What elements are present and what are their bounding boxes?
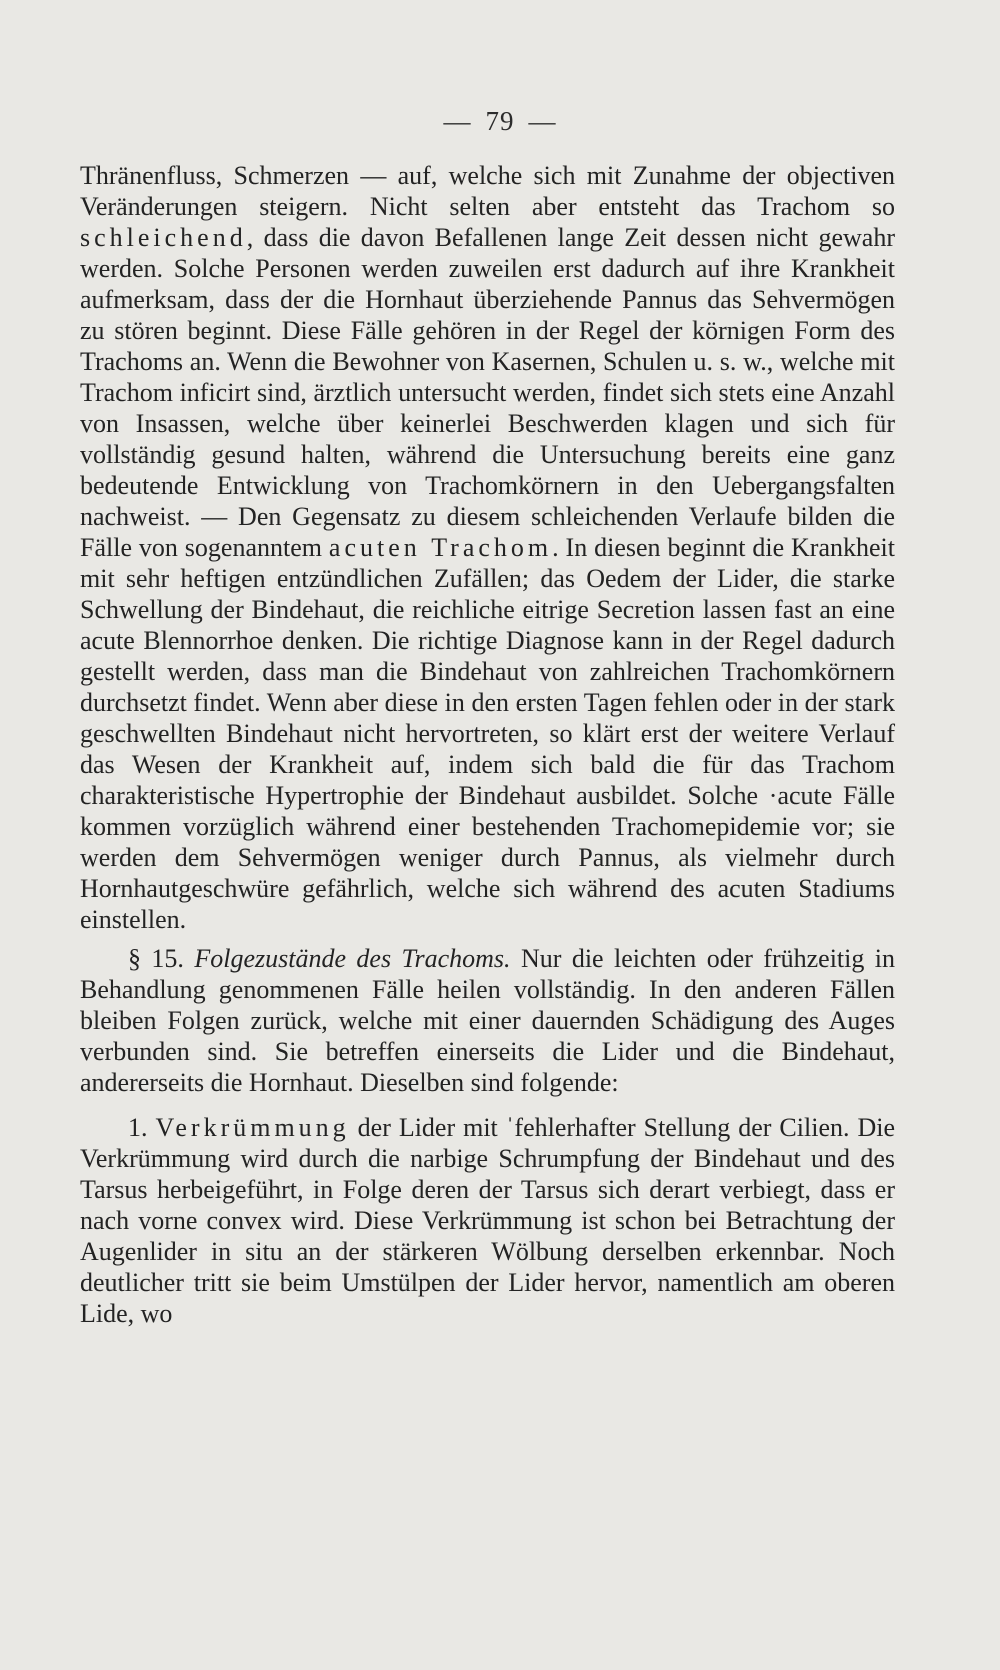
- item-number: 1.: [128, 1113, 148, 1142]
- paragraph-text: Thränenfluss, Schmerzen — auf, welche sich mit Zunahme der objectiven Veränderungen steigern. Nicht selten aber entsteht das Trachom so: [80, 161, 895, 221]
- paragraph-text: , dass die davon Befallenen lange Zeit dessen nicht gewahr werden. Solche Personen werden zuweilen erst dadurch auf ihre Krankheit aufmerksam, dass der die Hornhaut überziehende Pannus das Sehvermögen zu stören beginnt. Diese Fälle gehören in der Regel der körnigen Form des Trachoms an. Wenn die Bewohner von Kasernen, Schulen u. s. w., welche mit Trachom inficirt sind, ärztlich untersucht werden, findet sich stets eine Anzahl von Insassen, welche über keinerlei Beschwerden klagen und sich für vollständig gesund halten, während die Untersuchung bereits eine ganz bedeutende Entwicklung von Trachomkörnern in den Uebergangsfalten nachweist. — Den Gegensatz zu diesem schleichenden Verlaufe bilden die Fälle von sogenanntem: [80, 223, 895, 562]
- page-number: [0, 106, 1000, 137]
- paragraph-text: Nur die leichten oder frühzeitig in Behandlung genommenen Fälle heilen vollständig. In den anderen Fällen bleiben Folgen zurück, welche mit einer dauernden Schädigung des Auges verbunden sind. Sie betreffen einerseits die Lider und die Bindehaut, andererseits die Hornhaut. Dieselben sind folgende:: [80, 944, 896, 1097]
- paragraph-section-15: [80, 943, 895, 1098]
- paragraph-text: der Lider mit ˈfehlerhafter Stellung der Cilien. Die Verkrümmung wird durch die narbige Schrumpfung der Bindehaut und des Tarsus herbeigeführt, in Folge deren der Tarsus sich derart verbiegt, dass er nach vorne convex wird. Diese Verkrümmung ist schon bei Betrachtung der Augenlider in situ an der stärkeren Wölbung derselben erkennbar. Noch deutlicher tritt sie beim Umstülpen der Lider hervor, namentlich am oberen Lide, wo: [80, 1113, 895, 1328]
- page-number-value: 79: [485, 106, 515, 136]
- body-text: [80, 160, 895, 1329]
- page-number-dash-left: —: [443, 106, 472, 136]
- section-number: § 15.: [128, 944, 184, 973]
- paragraph-trachom-course: [80, 160, 895, 935]
- paragraph-item-1: [80, 1112, 895, 1329]
- spaced-term-verkruemmung: Verkrümmung: [155, 1113, 350, 1142]
- section-heading: Folgezustände des Trachoms.: [194, 944, 511, 973]
- spaced-term-acuten-trachom: acuten Trachom: [328, 533, 553, 562]
- spaced-term-schleichend: schleichend: [80, 223, 247, 252]
- paragraph-text: . In diesen beginnt die Krankheit mit sehr heftigen entzündlichen Zufällen; das Oedem der Lider, die starke Schwellung der Bindehaut, die reichliche eitrige Secretion lassen fast an eine acute Blennorrhoe denken. Die richtige Diagnose kann in der Regel dadurch gestellt werden, dass man die Bindehaut von zahlreichen Trachomkörnern durchsetzt findet. Wenn aber diese in den ersten Tagen fehlen oder in der stark geschwellten Bindehaut nicht hervortreten, so klärt erst der weitere Verlauf das Wesen der Krankheit auf, indem sich bald die für das Trachom charakteristische Hypertrophie der Bindehaut ausbildet. Solche ·acute Fälle kommen vorzüglich während einer bestehenden Trachomepidemie vor; sie werden dem Sehvermögen weniger durch Pannus, als vielmehr durch Hornhautgeschwüre gefährlich, welche sich während des acuten Stadiums einstellen.: [80, 533, 895, 934]
- page-number-dash-right: —: [528, 106, 557, 136]
